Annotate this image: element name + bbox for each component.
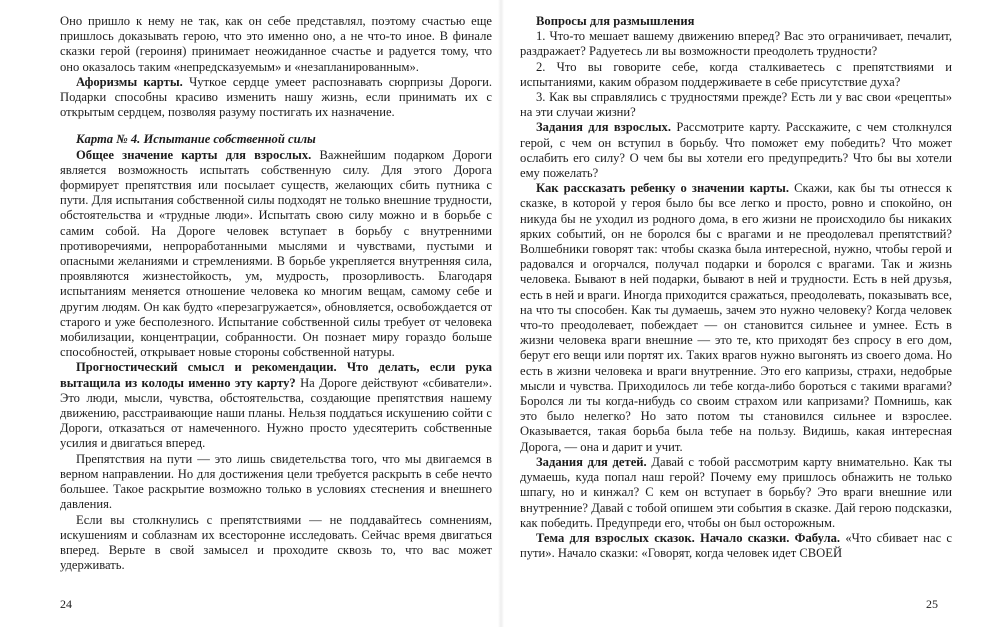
adult-tales-label: Тема для взрослых сказок. Начало сказки. Фабула. — [536, 530, 841, 545]
adult-tales-paragraph — [520, 531, 952, 561]
adult-tasks-label: Задания для взрослых. — [536, 120, 671, 135]
adult-tasks-paragraph — [520, 120, 952, 181]
left-paragraph-6: Если вы столкнулись с препятствиями — не поддавайтесь сомнениям, искушениям и соблазнам их всесторонне исследовать. Сейчас время двигаться вперед. Верьте в свой замысел и проходите сквозь то, что вас может удерживать. — [60, 512, 492, 573]
child-tasks-paragraph — [520, 455, 952, 531]
left-page — [60, 14, 492, 573]
prognostic-text: На Дороге действуют «сбиватели». Это люди, мысли, чувства, обстоятельства, создающие препятствия нашему движению, расстраивающие наши планы. Нельзя поддаться искушению сойти с Дороги, отказаться от намеченного. Нужно просто удесятерить собственные усилия и двигаться вперед. — [60, 375, 492, 451]
card-title: Карта № 4. Испытание собственной силы — [76, 132, 316, 147]
page-number-left: 24 — [60, 597, 72, 611]
child-explain-text: Скажи, как бы ты отнесся к сказке, в которой у героя было бы все легко и просто, ровно и спокойно, он никуда бы не уходил из родного дома, в его жизни не происходило бы никаких ярких событий, он не боролся бы с врагами и не преодолевал препятствий? Волшебники говорят так: чтобы сказка была интересной, нужно, чтобы герой и радовался и огорчался, получал подарки и боролся с врагами. Так и жизнь человека. Бывают в ней подарки, бывают в ней и трудности. Есть в ней друзья, есть в ней и враги. Иногда приходится сражаться, преодолевать, показывать все, на что ты способен. Как ты думаешь, зачем это нужно человеку? Когда человек что-то преодолевает, побеждает — он становится сильнее и умнее. Есть в жизни человека враги внешние — это те, кто приходят без спросу в его дом, берут его вещи или портят их. Таких врагов нужно выгонять из своего дома. Но есть в жизни человека и враги внутренние. Это его капризы, страхи, недобрые мысли и чувства. Приходилось ли тебе когда-либо бороться с такими врагами? Боролся ли ты когда-нибудь со своим страхом или капризами? Помнишь, как это было нелегко? Но зато потом ты становился сильнее и взрослее. Оказывается, такая борьба была тебе на пользу. Видишь, какая интересная Дорога, — она и дарит и учит. — [520, 181, 952, 454]
question-2: 2. Что вы говорите себе, когда сталкиваетесь с препятствиями и испытаниями, каким образом поддерживаете в себе присутствие духа? — [520, 59, 952, 89]
child-tasks-label: Задания для детей. — [536, 454, 647, 469]
page-number-right: 25 — [926, 597, 938, 611]
general-meaning-paragraph — [60, 148, 492, 361]
prognostic-label: Прогностический смысл и рекомендации. Что делать, если рука вытащила из колоды именно эту карту? — [60, 360, 492, 390]
left-paragraph-1: Оно пришло к нему не так, как он себе представлял, поэтому счастью еще пришлось доказывать герою, что это именно оно, а не что-то иное. В финале сказки герой (героиня) принимает неожиданное счастье и радуется тому, что оно оказалось таким «непредсказуемым» и «незапланированным». — [60, 14, 492, 74]
adult-tasks-text: Рассмотрите карту. Расскажите, с чем столкнулся герой, с чем он вступил в борьбу. Что поможет ему победить? Что может ослабить его силу? О чем бы вы хотели его предупредить? Что бы вы хотели ему пожелать? — [520, 120, 952, 181]
book-gutter — [498, 0, 504, 627]
right-page — [520, 14, 952, 561]
aphorisms-text: Чуткое сердце умеет распознавать сюрпризы Дороги. Подарки способны красиво изменить нашу жизнь, если принимать их с открытым сердцем, позволяя разуму постигать их назначение. — [60, 74, 492, 120]
question-1: 1. Что-то мешает вашему движению вперед? Вас это ограничивает, печалит, раздражает? Радуетесь ли вы возможности преодолеть трудности? — [520, 29, 952, 59]
child-explain-label: Как рассказать ребенку о значении карты. — [536, 181, 789, 196]
general-meaning-label: Общее значение карты для взрослых. — [76, 147, 312, 162]
prognostic-paragraph — [60, 360, 492, 451]
left-paragraph-5: Препятствия на пути — это лишь свидетельства того, что мы двигаемся в верном направлении. Но для достижения цели требуется раскрыть в себе нечто большее. Такое раскрытие возможно только в условиях стеснения и внешнего давления. — [60, 451, 492, 512]
adult-tales-text: «Что сбивает нас с пути». Начало сказки: «Говорят, когда человек идет СВОЕЙ — [520, 530, 952, 561]
aphorisms-label: Афоризмы карты. — [76, 74, 183, 89]
child-tasks-text: Давай с тобой рассмотрим карту внимательно. Как ты думаешь, куда попал наш герой? Почему ему пришлось обнажить не только шпагу, но и кинжал? С кем он вступает в борьбу? Это враги внешние или внутренние? Давай с тобой опишем эти события в сказке. Дай герою подсказки, как победить. Предупреди его, чтобы он был осторожным. — [520, 454, 953, 530]
aphorisms-paragraph — [60, 75, 492, 121]
child-explain-paragraph — [520, 181, 952, 455]
general-meaning-text: Важнейшим подарком Дороги является возможность испытать собственную силу. Для этого Дорога формирует препятствия или посылает существ, желающих сбить путника с пути. Для испытания собственной силы подходят не только внешние трудности, обстоятельства и «трудные люди». Испытать свою силу можно и в борьбе с самим собой. На Дороге человек вступает в борьбу с внутренними противоречиями, непроработанными мыслями и чувствами, пустыми и опасными желаниями и стремлениями. В борьбе укрепляется внутренняя сила, проявляются жизнестойкость, ум, мудрость, прозорливость. Благодаря испытаниям меняется отношение человека ко многим вещам, самому себе и другим людям. Он как будто «перезагружается», обновляется, освобождается от старого и уже бесполезного. Испытание собственной силы требует от человека мобилизации, концентрации, собранности. Он познает миру гораздо больше способностей, открывает новые стороны собственной натуры. — [60, 147, 492, 360]
question-3: 3. Как вы справлялись с трудностями прежде? Есть ли у вас свои «рецепты» на эти случаи жизни? — [520, 90, 952, 120]
questions-title: Вопросы для размышления — [536, 14, 695, 28]
